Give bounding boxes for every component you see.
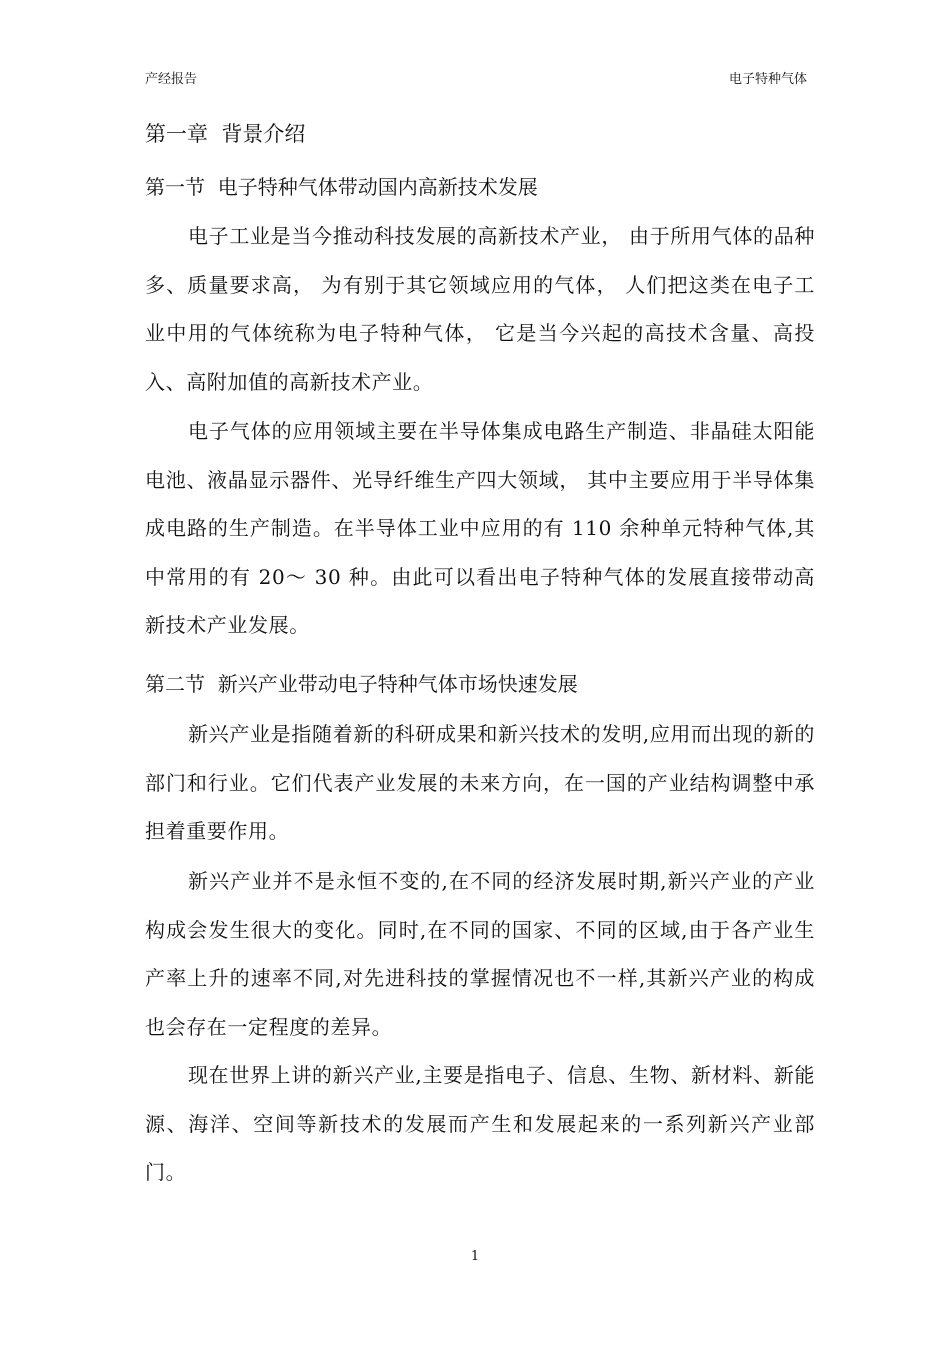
paragraph: 电子工业是当今推动科技发展的高新技术产业， 由于所用气体的品种多、质量要求高， 为有别于其它领域应用的气体， 人们把这类在电子工业中用的气体统称为电子特种气体， 它是当今兴起的高技术含量、高投入、高附加值的高新技术产业。 [145,224,815,394]
page-number: 1 [470,1249,480,1264]
paragraph: 现在世界上讲的新兴产业,主要是指电子、信息、生物、新材料、新能源、海洋、空间等新技术的发展而产生和发展起来的一系列新兴产业部门。 [145,1063,815,1184]
section-1-title: 第一节 电子特种气体带动国内高新技术发展 [145,175,538,199]
chapter-title: 第一章 背景介绍 [145,122,306,146]
header-right-text: 电子特种气体 [728,72,807,87]
paragraph: 新兴产业是指随着新的科研成果和新兴技术的发明,应用而出现的新的部门和行业。它们代表产业发展的未来方向，在一国的产业结构调整中承担着重要作用。 [145,722,815,843]
page-header [145,70,807,90]
paragraph: 电子气体的应用领域主要在半导体集成电路生产制造、非晶硅太阳能电池、液晶显示器件、光导纤维生产四大领域， 其中主要应用于半导体集成电路的生产制造。在半导体工业中应用的有 110 余种单元特种气体,其中常用的有 20～ 30 种。由此可以看出电子特种气体的发展直接带动高新技术产业发展。 [145,419,815,637]
section-2-title: 第二节 新兴产业带动电子特种气体市场快速发展 [145,672,578,696]
header-left-text: 产经报告 [145,72,198,87]
paragraph: 新兴产业并不是永恒不变的,在不同的经济发展时期,新兴产业的产业构成会发生很大的变化。同时,在不同的国家、不同的区域,由于各产业生产率上升的速率不同,对先进科技的掌握情况也不一样,其新兴产业的构成也会存在一定程度的差异。 [145,869,815,1039]
